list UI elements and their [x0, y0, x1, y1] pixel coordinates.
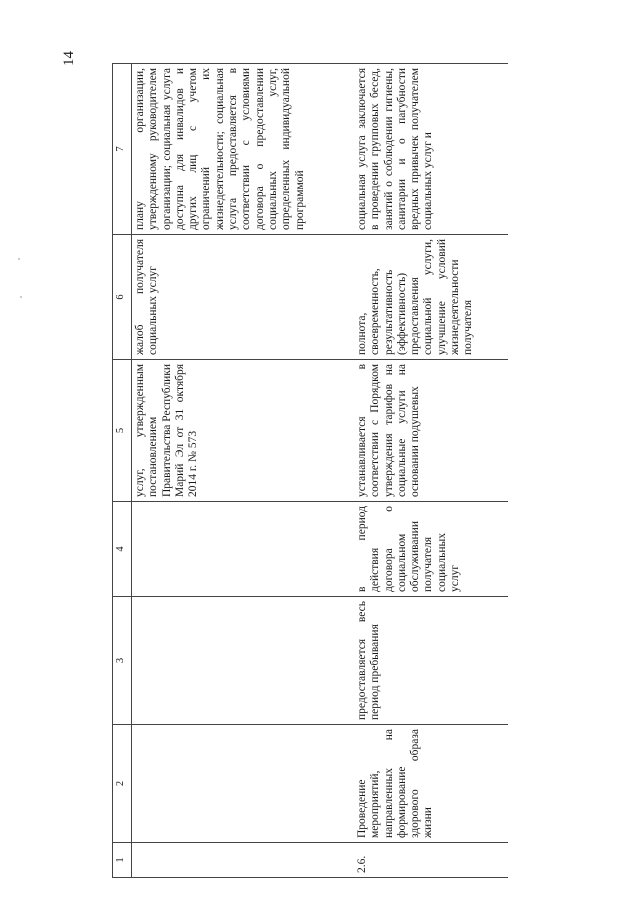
- cell-number: 2.6.: [354, 843, 508, 878]
- cell-term: [132, 502, 355, 597]
- scan-artifact: [18, 258, 20, 260]
- rotated-table-container: [112, 64, 527, 878]
- cell-period: [132, 597, 355, 725]
- cell-conditions: социальная услуга заключается в проведении групповых бесед, занятий о соблюдении гигиены, санитарии и о пагубности вредных привычек получателем социальных услуг и: [354, 64, 508, 235]
- cell-tariff: устанавливается в соответствии с Порядком утверждения тарифов на социальные услуги на основании подушевых: [354, 360, 508, 502]
- cell-service-name: [132, 725, 355, 843]
- table-row-2-6: [354, 64, 508, 878]
- table-row-continuation: [132, 64, 355, 878]
- page-number: 14: [61, 51, 77, 66]
- column-header-1: 1: [113, 843, 132, 878]
- cell-period: предоставляется весь период пребывания: [354, 597, 508, 725]
- cell-service-name: Проведение мероприятий, направленных на формирование здорового образа жизни: [354, 725, 508, 843]
- cell-quality-indicators: полнота, своевременность, результативность (эффективность) предоставления социальной услуги, улучшение условий жизнедеятельности получателя: [354, 235, 508, 360]
- cell-conditions: плану организации, утвержденному руководителем организации; социальная услуга доступна для инвалидов и других лиц с учетом ограничений их жизнедеятельности; социальная услуга предоставляется в соответствии с условиями договора о предоставлении социальных услуг, определенных индивидуальной программой: [132, 64, 355, 235]
- column-header-5: 5: [113, 360, 132, 502]
- cell-term: в период действия договора о социальном обслуживании получателя социальных услуг: [354, 502, 508, 597]
- column-header-6: 6: [113, 235, 132, 360]
- cell-number: [132, 843, 355, 878]
- column-header-4: 4: [113, 502, 132, 597]
- column-header-3: 3: [113, 597, 132, 725]
- scan-artifact: [20, 296, 22, 298]
- table-header-row: [113, 64, 132, 878]
- cell-tariff: услуг, утвержденным постановлением Правительства Республики Марий Эл от 31 октября 2014 г. № 573: [132, 360, 355, 502]
- column-header-7: 7: [113, 64, 132, 235]
- column-header-2: 2: [113, 725, 132, 843]
- services-table: [112, 63, 508, 878]
- cell-quality-indicators: жалоб получателя социальных услуг: [132, 235, 355, 360]
